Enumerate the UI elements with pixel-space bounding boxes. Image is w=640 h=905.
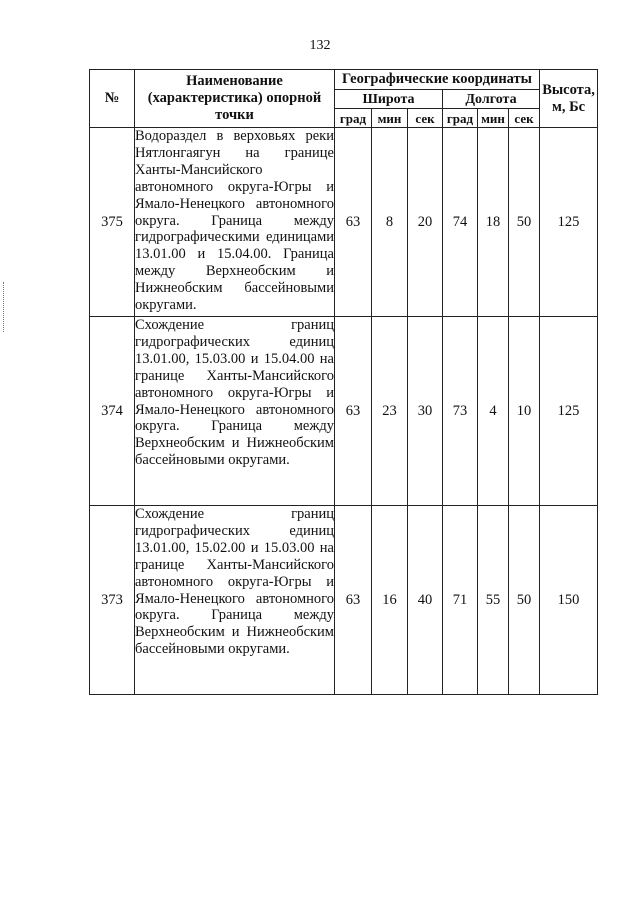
header-lat-sec: сек	[408, 109, 443, 128]
header-geo: Географические координаты	[335, 70, 540, 90]
table-row	[90, 317, 598, 506]
point-number: 375	[90, 128, 135, 317]
lat-min: 23	[372, 317, 408, 506]
lon-min: 55	[478, 506, 509, 695]
header-lon-min: мин	[478, 109, 509, 128]
lat-sec: 40	[408, 506, 443, 695]
lon-sec: 50	[509, 128, 540, 317]
lat-sec: 20	[408, 128, 443, 317]
lat-min: 8	[372, 128, 408, 317]
table-row	[90, 128, 598, 317]
header-lon: Долгота	[443, 90, 540, 109]
reference-points-table	[89, 69, 598, 695]
point-description: Водораздел в верховьях реки Нятлонгаягун на границе Ханты-Мансийского автономного округа-Югры и Ямало-Ненецкого автономного округа. Граница между гидрографическими единицами 13.01.00 и 15.04.00. Граница между Верхнеобским и Нижнеобским бассейновыми округами.	[135, 128, 335, 317]
lon-min: 4	[478, 317, 509, 506]
header-lon-grad: град	[443, 109, 478, 128]
lon-min: 18	[478, 128, 509, 317]
header-height: Высота, м, Бс	[540, 70, 598, 128]
header-lat: Широта	[335, 90, 443, 109]
table-row	[90, 506, 598, 695]
point-number: 373	[90, 506, 135, 695]
lon-grad: 74	[443, 128, 478, 317]
header-name: Наименование (характеристика) опорной точки	[135, 70, 335, 128]
point-number: 374	[90, 317, 135, 506]
scan-edge-marks	[3, 282, 7, 332]
height-value: 125	[540, 128, 598, 317]
height-value: 125	[540, 317, 598, 506]
header-num: №	[90, 70, 135, 128]
header-lon-sec: сек	[509, 109, 540, 128]
lat-grad: 63	[335, 128, 372, 317]
lon-sec: 10	[509, 317, 540, 506]
header-lat-grad: град	[335, 109, 372, 128]
header-lat-min: мин	[372, 109, 408, 128]
point-description: Схождение границ гидрографических единиц 13.01.00, 15.02.00 и 15.03.00 на границе Ханты-Мансийского автономного округа-Югры и Ямало-Ненецкого автономного округа. Граница между Верхнеобским и Нижнеобским бассейновыми округами.	[135, 506, 335, 695]
point-description: Схождение границ гидрографических единиц 13.01.00, 15.03.00 и 15.04.00 на границе Ханты-Мансийского автономного округа-Югры и Ямало-Ненецкого автономного округа. Граница между Верхнеобским и Нижнеобским бассейновыми округами.	[135, 317, 335, 506]
lon-grad: 73	[443, 317, 478, 506]
height-value: 150	[540, 506, 598, 695]
page-number: 132	[309, 38, 331, 53]
lat-sec: 30	[408, 317, 443, 506]
lon-grad: 71	[443, 506, 478, 695]
lat-grad: 63	[335, 506, 372, 695]
lat-grad: 63	[335, 317, 372, 506]
lon-sec: 50	[509, 506, 540, 695]
lat-min: 16	[372, 506, 408, 695]
